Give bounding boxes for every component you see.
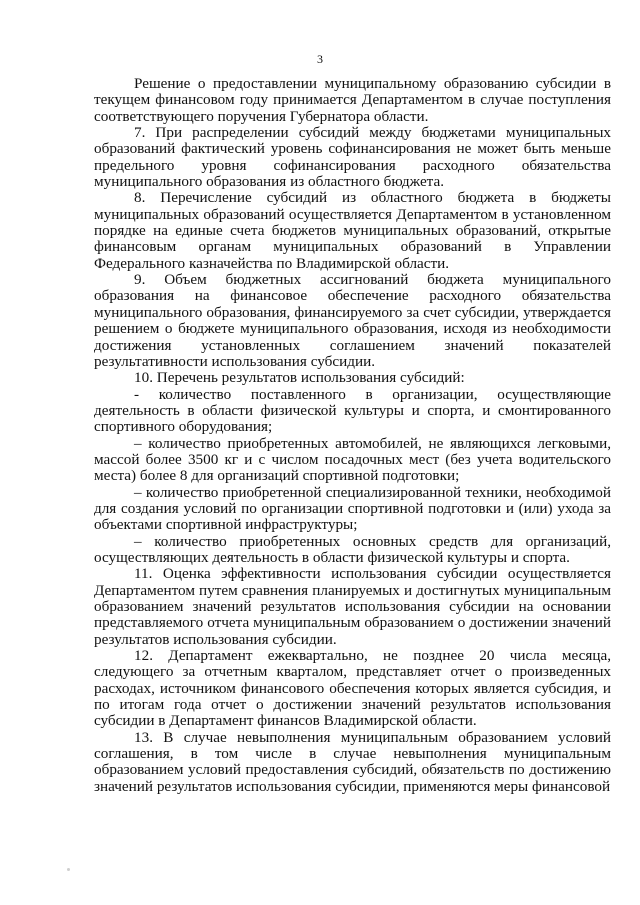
paragraph-11: 11. Оценка эффективности использования субсидии осуществляется Департаментом путем сравнения планируемых и достигнутых муниципальным образованием значений результатов использования субсидии на основании представляемого отчета муниципальным образованием о достижении значений результатов использования субсидии. (94, 565, 611, 648)
paragraph-8: 8. Перечисление субсидий из областного бюджета в бюджеты муниципальных образований осуществляется Департаментом в установленном порядке на единые счета бюджетов муниципальных образований, открытые финансовым органам муниципальных образований в Управлении Федерального казначейства по Владимирской области. (94, 189, 611, 272)
page-number: 3 (317, 52, 323, 66)
paragraph-7: 7. При распределении субсидий между бюджетами муниципальных образований фактический уровень софинансирования не может быть меньше предельного уровня софинансирования расходного обязательства муниципального образования из областного бюджета. (94, 124, 611, 191)
paragraph-10: 10. Перечень результатов использования субсидий: (134, 369, 465, 387)
list-item-fixed-assets: – количество приобретенных основных средств для организаций, осуществляющих деятельность в области физической культуры и спорта. (94, 532, 611, 566)
list-item-vehicles: – количество приобретенных автомобилей, не являющихся легковыми, массой более 3500 кг и с числом посадочных мест (без учета водительского места) более 8 для организаций спортивной подготовки; (94, 434, 611, 485)
paragraph-13: 13. В случае невыполнения муниципальным образованием условий соглашения, в том числе в случае невыполнения муниципальным образованием условий предоставления субсидий, обязательств по достижению значений результатов использования субсидии, применяются меры финансовой (94, 728, 611, 795)
paragraph-decision: Решение о предоставлении муниципальному образованию субсидии в текущем финансовом году принимается Департаментом в случае поступления соответствующего поручения Губернатора области. (94, 75, 611, 125)
paragraph-9: 9. Объем бюджетных ассигнований бюджета муниципального образования на финансовое обеспечение расходного обязательства муниципального образования, финансируемого за счет субсидии, утверждается решением о бюджете муниципального образования, исходя из необходимости достижения установленных соглашением значений показателей результативности использования субсидии. (94, 271, 611, 370)
paragraph-12: 12. Департамент ежеквартально, не позднее 20 числа месяца, следующего за отчетным кварталом, представляет отчет о произведенных расходах, источником финансового обеспечения которых является субсидия, и по итогам года отчет о достижении значений результатов использования субсидии в Департамент финансов Владимирской области. (94, 647, 611, 730)
scan-dot (67, 868, 70, 871)
list-item-machinery: – количество приобретенной специализированной техники, необходимой для создания условий по организации спортивной подготовки и (или) ухода за объектами спортивной инфраструктуры; (94, 483, 611, 534)
document-body (94, 76, 611, 795)
list-item-equipment: - количество поставленного в организации, осуществляющие деятельность в области физической культуры и спорта, и смонтированного спортивного оборудования; (94, 385, 611, 436)
